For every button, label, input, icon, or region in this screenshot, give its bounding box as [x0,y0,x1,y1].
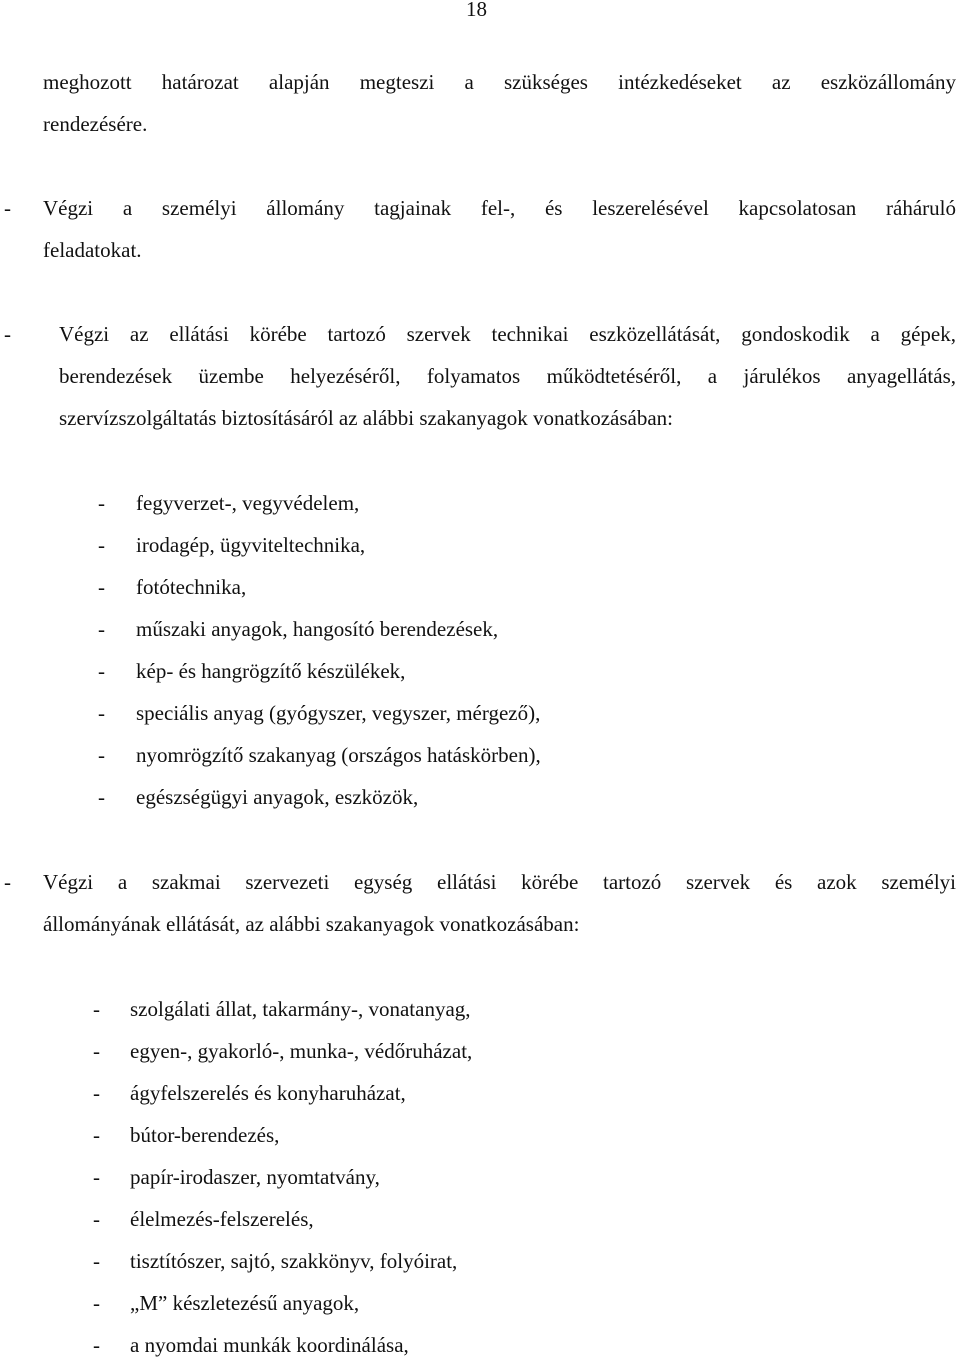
list-item [98,524,541,566]
list-item-text: egészségügyi anyagok, eszközök, [136,785,419,809]
paragraph-1-line-2: rendezésére. [43,112,148,136]
list-item [98,566,541,608]
list-dash: - [93,1039,100,1063]
paragraph-1 [43,61,956,145]
list-dash: - [98,617,105,641]
list-dash: - [98,575,105,599]
list-item [98,692,541,734]
list-dash: - [93,1123,100,1147]
list-item [93,1156,472,1198]
list-item [98,608,541,650]
paragraph-3-dash: - [4,322,11,346]
paragraph-2-dash: - [4,196,11,220]
list-dash: - [93,1165,100,1189]
list-item [98,482,541,524]
list-item [93,1072,472,1114]
list-item [98,776,541,818]
list-dash: - [98,785,105,809]
paragraph-4-line-1: Végzi a szakmai szervezeti egység ellátási körébe tartozó szervek és azok személyi [43,870,956,894]
list-item [93,1282,472,1324]
list-item-text: fegyverzet-, vegyvédelem, [136,491,360,515]
list-item-text: műszaki anyagok, hangosító berendezések, [136,617,499,641]
page-number: 18 [466,0,487,21]
list-item-text: speciális anyag (gyógyszer, vegyszer, mérgező), [136,701,541,725]
list-item-text: tisztítószer, sajtó, szakkönyv, folyóirat, [130,1249,458,1273]
list-item-text: ágyfelszerelés és konyharuházat, [130,1081,406,1105]
paragraph-3-line-3: szervízszolgáltatás biztosításáról az alábbi szakanyagok vonatkozásában: [59,406,674,430]
list-dash: - [93,1081,100,1105]
paragraph-2-line-1: Végzi a személyi állomány tagjainak fel-, és leszerelésével kapcsolatosan ráháruló [43,196,956,220]
list-item [93,1114,472,1156]
list-item-text: „M” készletezésű anyagok, [130,1291,360,1315]
paragraph-2-line-2: feladatokat. [43,238,142,262]
list-item [93,1324,472,1366]
list-item-text: kép- és hangrögzítő készülékek, [136,659,406,683]
list-item [93,1198,472,1240]
list-1 [98,482,541,818]
list-dash: - [93,1291,100,1315]
list-item-text: élelmezés-felszerelés, [130,1207,314,1231]
list-item-text: a nyomdai munkák koordinálása, [130,1333,409,1357]
list-dash: - [93,1333,100,1357]
paragraph-3-line-1: Végzi az ellátási körébe tartozó szervek technikai eszközellátását, gondoskodik a gépek, [59,322,956,346]
list-dash: - [98,533,105,557]
list-dash: - [93,1207,100,1231]
list-dash: - [98,659,105,683]
list-dash: - [98,743,105,767]
paragraph-3-line-2: berendezések üzembe helyezéséről, folyamatos működtetéséről, a járulékos anyagellátás, [59,364,956,388]
list-item [98,650,541,692]
list-dash: - [93,997,100,1021]
paragraph-4-line-2: állományának ellátását, az alábbi szakanyagok vonatkozásában: [43,912,580,936]
list-item [93,1030,472,1072]
list-item-text: egyen-, gyakorló-, munka-, védőruházat, [130,1039,473,1063]
list-dash: - [93,1249,100,1273]
list-dash: - [98,701,105,725]
list-item [98,734,541,776]
list-item-text: nyomrögzítő szakanyag (országos hatáskörben), [136,743,541,767]
list-dash: - [98,491,105,515]
paragraph-1-line-1: meghozott határozat alapján megteszi a szükséges intézkedéseket az eszközállomány [43,70,956,94]
list-item-text: papír-irodaszer, nyomtatvány, [130,1165,380,1189]
list-item-text: irodagép, ügyviteltechnika, [136,533,366,557]
list-item [93,988,472,1030]
list-item-text: szolgálati állat, takarmány-, vonatanyag, [130,997,471,1021]
list-2 [93,988,472,1366]
list-item-text: bútor-berendezés, [130,1123,280,1147]
list-item [93,1240,472,1282]
list-item-text: fotótechnika, [136,575,247,599]
paragraph-4-dash: - [4,870,11,894]
